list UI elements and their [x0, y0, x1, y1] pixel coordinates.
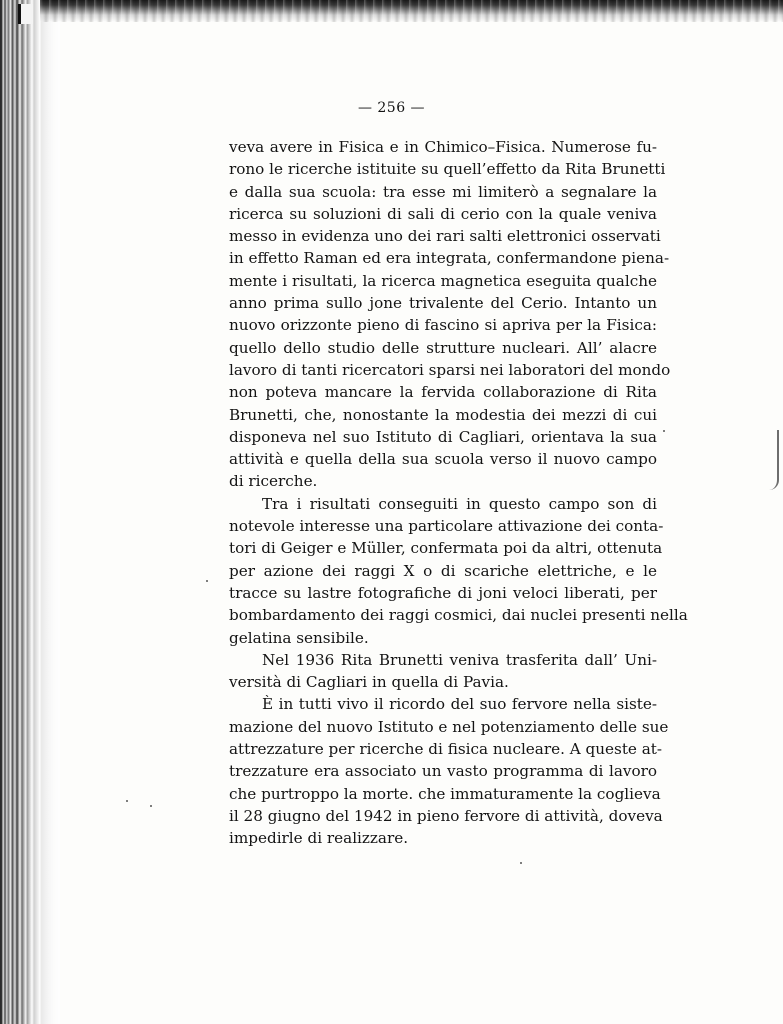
- body-text: [229, 136, 688, 850]
- text-line: disponeva nel suo Istituto di Cagliari, orientava la sua: [229, 427, 657, 446]
- text-line: trezzature era associato un vasto programma di lavoro: [229, 762, 657, 781]
- text-line: non poteva mancare la fervida collaborazione di Rita: [229, 383, 657, 402]
- text-line: mente i risultati, la ricerca magnetica eseguita qualche: [229, 271, 657, 290]
- text-line: È in tutti vivo il ricordo del suo fervore nella siste-: [262, 695, 657, 714]
- text-line: ricerca su soluzioni di sali di cerio con la quale veniva: [229, 204, 657, 223]
- text-line: lavoro di tanti ricercatori sparsi nei laboratori del mondo: [229, 360, 671, 379]
- text-line: il 28 giugno del 1942 in pieno fervore di attività, doveva: [229, 806, 663, 825]
- text-line: anno prima sullo jone trivalente del Cerio. Intanto un: [229, 294, 657, 313]
- text-line: Tra i risultati conseguiti in questo campo son di: [262, 494, 657, 513]
- scan-speck: [126, 800, 128, 802]
- text-line: tori di Geiger e Müller, confermata poi da altri, ottenuta: [229, 539, 663, 558]
- text-line: rono le ricerche istituite su quell’effetto da Rita Brunetti: [229, 160, 666, 179]
- book-binding-edge: [0, 0, 60, 1024]
- text-line: in effetto Raman ed era integrata, confermandone piena-: [229, 249, 670, 268]
- text-line: mazione del nuovo Istituto e nel potenziamento delle sue: [229, 717, 669, 736]
- text-line: impedirle di realizzare.: [229, 829, 409, 848]
- scan-speck: [520, 862, 522, 864]
- text-line: Nel 1936 Rita Brunetti veniva trasferita dall’ Uni-: [262, 650, 657, 669]
- text-line: attrezzature per ricerche di fisica nucleare. A queste at-: [229, 740, 663, 759]
- scan-top-edge: [40, 0, 783, 22]
- page-number: — 256 —: [357, 100, 426, 116]
- scan-speck: [150, 805, 152, 807]
- text-line: notevole interesse una particolare attivazione dei conta-: [229, 517, 664, 536]
- text-line: Brunetti, che, nonostante la modestia dei mezzi di cui: [229, 405, 657, 424]
- text-line: quello dello studio delle strutture nucleari. All’ alacre: [229, 338, 657, 357]
- text-line: di ricerche.: [229, 472, 318, 491]
- page-crease: [765, 430, 779, 490]
- text-line: nuovo orizzonte pieno di fascino si apriva per la Fisica:: [229, 316, 657, 335]
- text-line: versità di Cagliari in quella di Pavia.: [229, 673, 509, 692]
- scan-speck: [206, 580, 208, 582]
- text-line: messo in evidenza uno dei rari salti elettronici osservati: [229, 227, 661, 246]
- scan-speck: [663, 430, 665, 432]
- text-line: bombardamento dei raggi cosmici, dai nuclei presenti nella: [229, 606, 688, 625]
- text-line: e dalla sua scuola: tra esse mi limiterò a segnalare la: [229, 182, 657, 201]
- text-line: per azione dei raggi X o di scariche elettriche, e le: [229, 561, 657, 580]
- text-line: attività e quella della sua scuola verso il nuovo campo: [229, 450, 657, 469]
- text-line: gelatina sensibile.: [229, 628, 369, 647]
- text-line: tracce su lastre fotografiche di joni veloci liberati, per: [229, 583, 657, 602]
- text-line: veva avere in Fisica e in Chimico–Fisica. Numerose fu-: [229, 138, 657, 156]
- text-line: che purtroppo la morte. che immaturamente la coglieva: [229, 784, 661, 803]
- binding-mark: [18, 4, 33, 24]
